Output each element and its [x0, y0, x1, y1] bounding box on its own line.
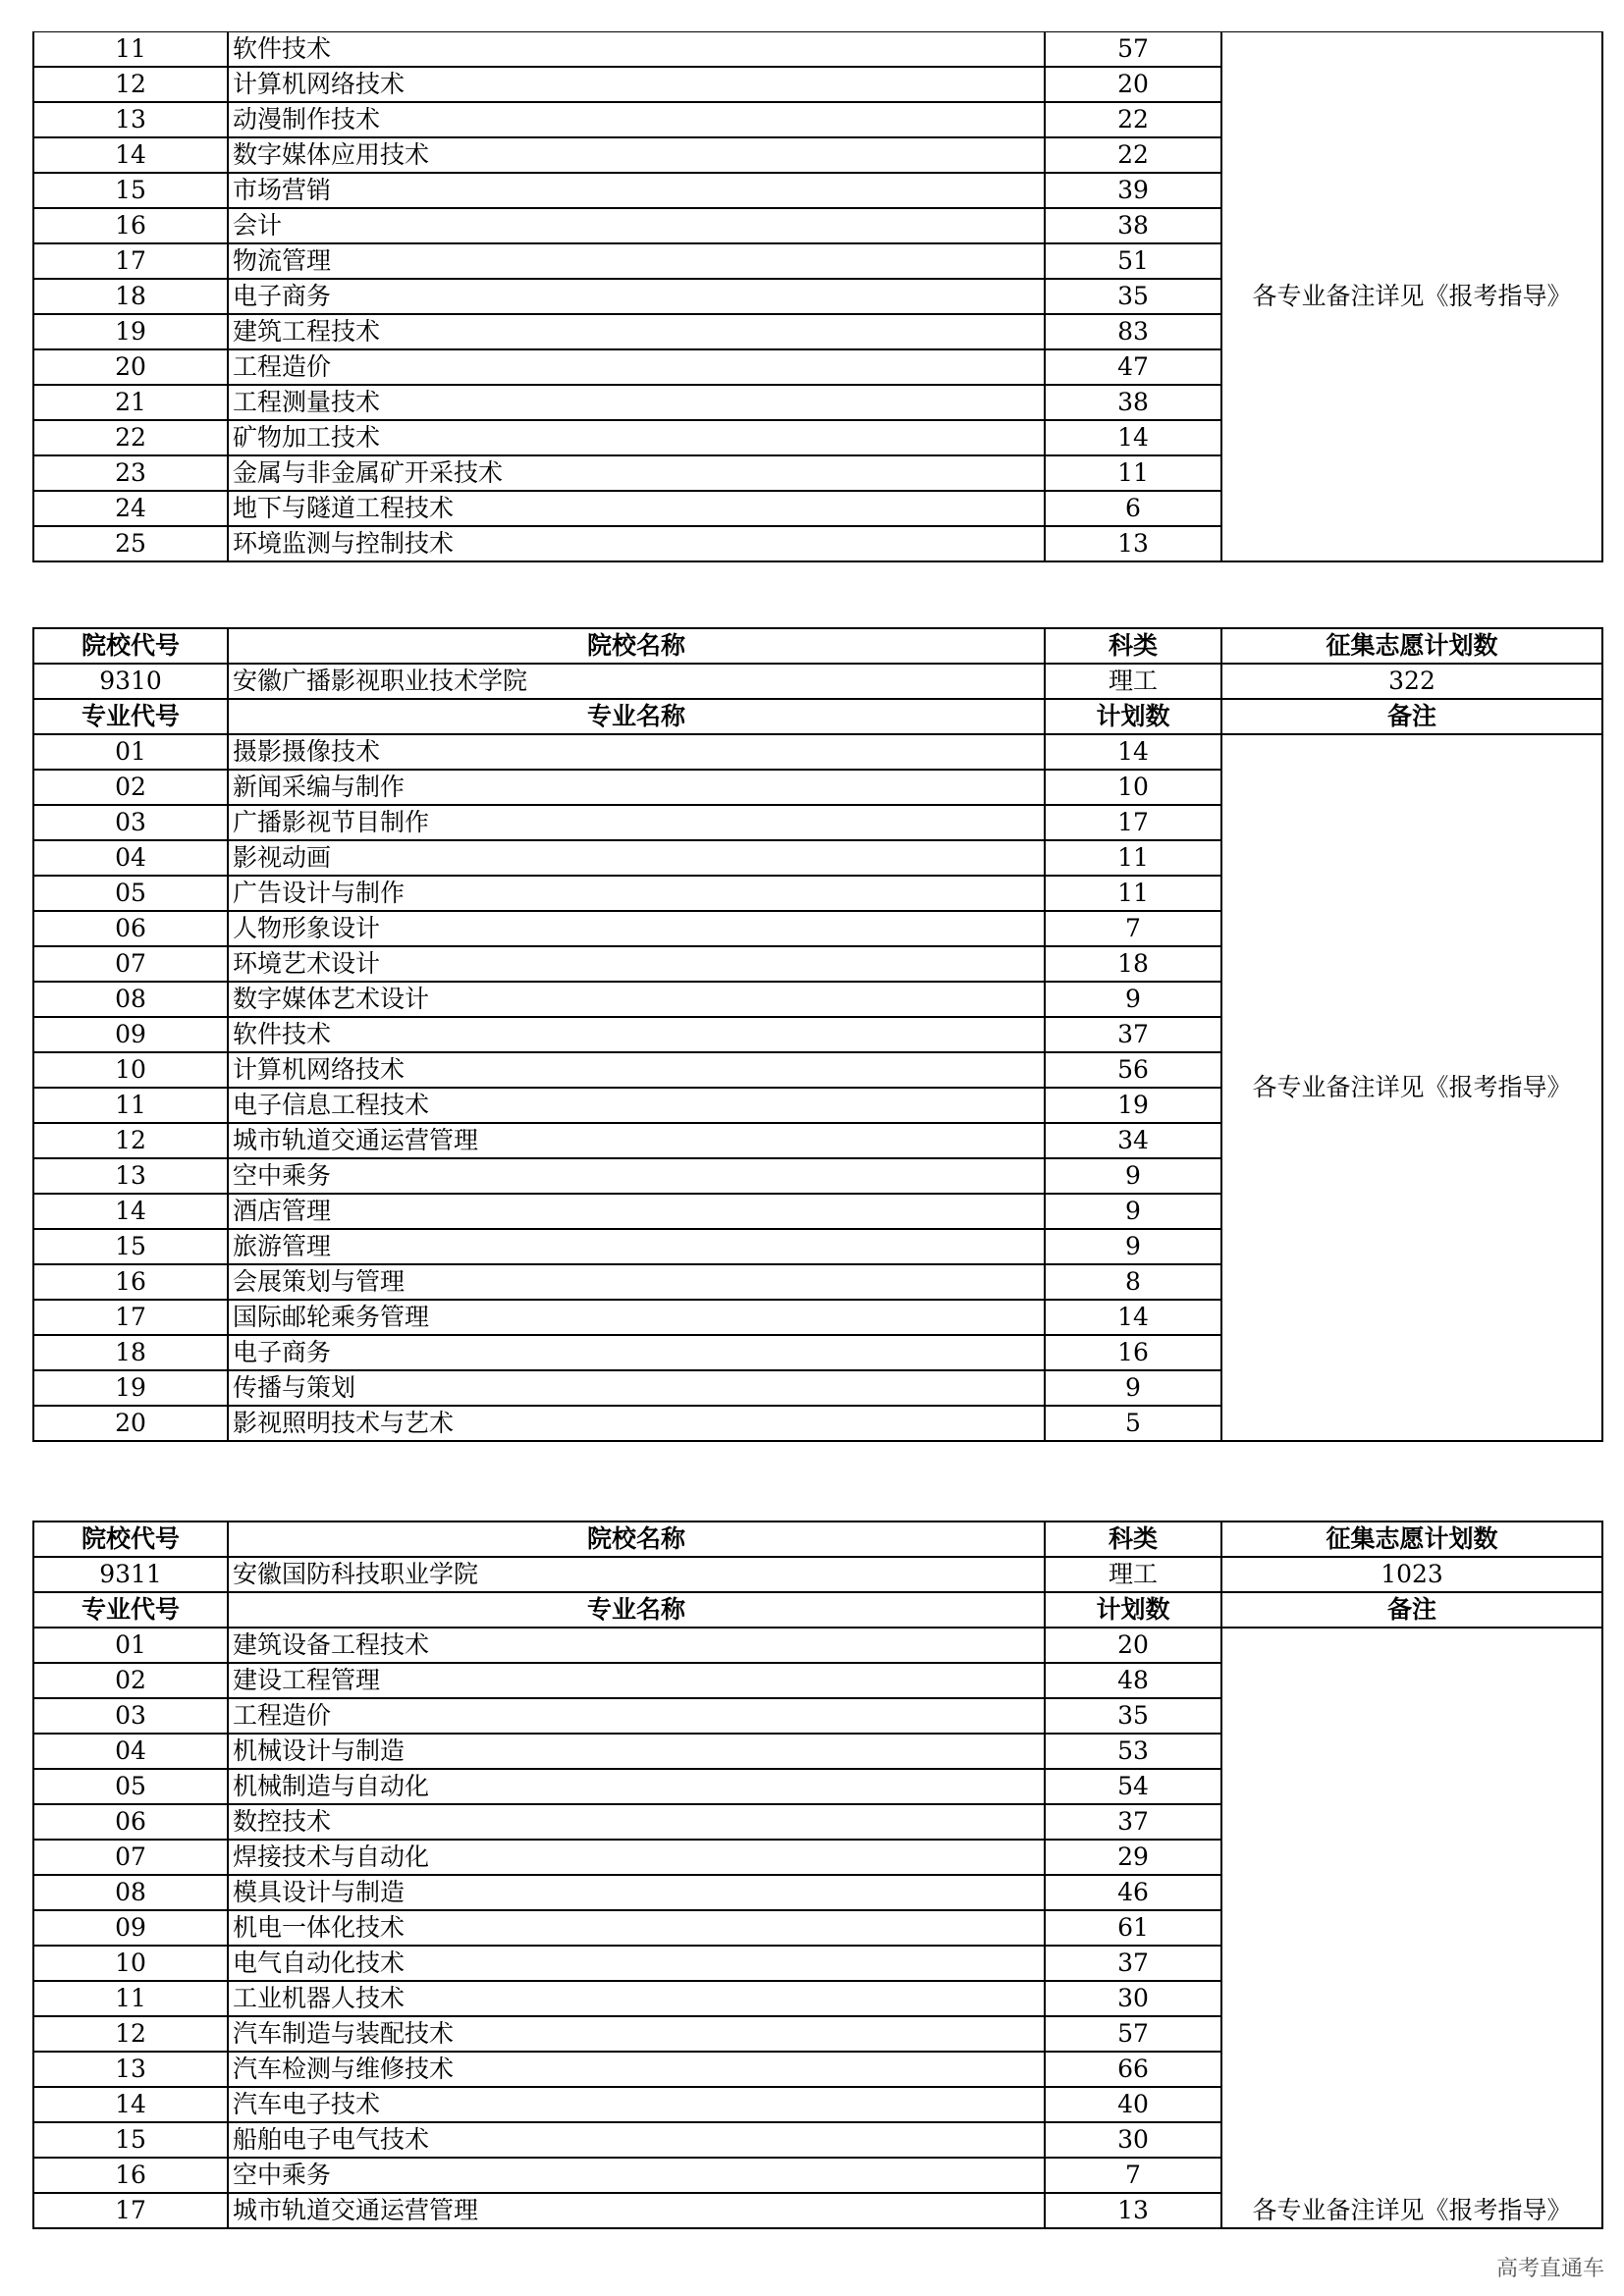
major-name: 金属与非金属矿开采技术: [228, 455, 1045, 491]
major-name: 软件技术: [228, 1017, 1045, 1052]
major-name: 动漫制作技术: [228, 102, 1045, 137]
major-name: 人物形象设计: [228, 911, 1045, 946]
major-plan: 66: [1045, 2052, 1221, 2087]
major-table-body: [33, 734, 1602, 1441]
major-code: 12: [33, 1123, 228, 1158]
major-name: 焊接技术与自动化: [228, 1840, 1045, 1875]
major-name: 广告设计与制作: [228, 876, 1045, 911]
major-code: 11: [33, 32, 228, 68]
major-code: 07: [33, 946, 228, 982]
school-code-header: 院校代号: [33, 628, 228, 664]
major-code-header: 专业代号: [33, 699, 228, 734]
school-name-header: 院校名称: [228, 1522, 1045, 1557]
major-plan: 57: [1045, 32, 1221, 68]
plan-total-header: 征集志愿计划数: [1221, 628, 1602, 664]
major-name: 广播影视节目制作: [228, 805, 1045, 840]
major-plan: 16: [1045, 1335, 1221, 1370]
major-code: 16: [33, 1264, 228, 1300]
school-info-row: [33, 664, 1602, 699]
major-name: 工程测量技术: [228, 385, 1045, 420]
major-name: 影视动画: [228, 840, 1045, 876]
major-name: 新闻采编与制作: [228, 770, 1045, 805]
major-code: 11: [33, 1088, 228, 1123]
major-plan: 8: [1045, 1264, 1221, 1300]
major-plan: 7: [1045, 911, 1221, 946]
major-name: 机电一体化技术: [228, 1910, 1045, 1946]
school-code: 9310: [33, 664, 228, 699]
major-name: 机械制造与自动化: [228, 1769, 1045, 1804]
major-table-body: [33, 32, 1602, 562]
major-plan: 51: [1045, 243, 1221, 279]
major-code: 14: [33, 137, 228, 173]
school-header-row: [33, 628, 1602, 664]
major-name: 计算机网络技术: [228, 1052, 1045, 1088]
major-code: 16: [33, 2158, 228, 2193]
major-name-header: 专业名称: [228, 1592, 1045, 1628]
major-name: 电子商务: [228, 279, 1045, 314]
major-plan: 20: [1045, 67, 1221, 102]
major-plan: 6: [1045, 491, 1221, 526]
major-plan: 22: [1045, 102, 1221, 137]
major-code: 18: [33, 279, 228, 314]
major-name: 国际邮轮乘务管理: [228, 1300, 1045, 1335]
major-table-continued: [32, 31, 1603, 562]
major-plan: 40: [1045, 2087, 1221, 2122]
major-code: 06: [33, 1804, 228, 1840]
major-plan: 17: [1045, 805, 1221, 840]
major-code: 07: [33, 1840, 228, 1875]
major-name: 酒店管理: [228, 1194, 1045, 1229]
major-name: 环境监测与控制技术: [228, 526, 1045, 561]
major-name: 摄影摄像技术: [228, 734, 1045, 770]
major-name: 会展策划与管理: [228, 1264, 1045, 1300]
major-code: 12: [33, 2016, 228, 2052]
major-name: 数字媒体应用技术: [228, 137, 1045, 173]
major-name-header: 专业名称: [228, 699, 1045, 734]
major-name: 建设工程管理: [228, 1663, 1045, 1698]
school-category: 理工: [1045, 664, 1221, 699]
category-header: 科类: [1045, 628, 1221, 664]
major-name: 矿物加工技术: [228, 420, 1045, 455]
major-name: 汽车电子技术: [228, 2087, 1045, 2122]
major-name: 环境艺术设计: [228, 946, 1045, 982]
major-code: 09: [33, 1910, 228, 1946]
major-code: 05: [33, 1769, 228, 1804]
major-plan: 13: [1045, 2193, 1221, 2228]
plan-total-header: 征集志愿计划数: [1221, 1522, 1602, 1557]
major-code: 20: [33, 1406, 228, 1441]
major-code: 09: [33, 1017, 228, 1052]
major-code: 15: [33, 1229, 228, 1264]
table-row: [33, 1628, 1602, 1663]
major-plan: 34: [1045, 1123, 1221, 1158]
major-plan: 10: [1045, 770, 1221, 805]
major-plan: 37: [1045, 1017, 1221, 1052]
major-plan: 11: [1045, 876, 1221, 911]
major-code: 12: [33, 67, 228, 102]
remark-header: 备注: [1221, 1592, 1602, 1628]
major-name: 软件技术: [228, 32, 1045, 68]
major-plan: 38: [1045, 385, 1221, 420]
major-plan: 14: [1045, 734, 1221, 770]
major-name: 电气自动化技术: [228, 1946, 1045, 1981]
major-plan: 39: [1045, 173, 1221, 208]
category-header: 科类: [1045, 1522, 1221, 1557]
major-plan: 38: [1045, 208, 1221, 243]
major-code: 23: [33, 455, 228, 491]
table-row: [33, 734, 1602, 770]
major-code: 22: [33, 420, 228, 455]
major-name: 工程造价: [228, 349, 1045, 385]
major-code: 19: [33, 314, 228, 349]
major-name: 旅游管理: [228, 1229, 1045, 1264]
school-table-9311: [32, 1521, 1603, 2229]
major-plan: 35: [1045, 1698, 1221, 1734]
major-plan: 22: [1045, 137, 1221, 173]
major-code: 01: [33, 734, 228, 770]
major-name: 建筑设备工程技术: [228, 1628, 1045, 1663]
major-plan: 14: [1045, 420, 1221, 455]
major-name: 物流管理: [228, 243, 1045, 279]
school-plan-total: 1023: [1221, 1557, 1602, 1592]
major-header-row: [33, 699, 1602, 734]
major-code: 04: [33, 1734, 228, 1769]
major-code: 05: [33, 876, 228, 911]
major-plan: 9: [1045, 1370, 1221, 1406]
major-name: 城市轨道交通运营管理: [228, 2193, 1045, 2228]
major-header-row: [33, 1592, 1602, 1628]
major-code: 08: [33, 1875, 228, 1910]
major-plan: 19: [1045, 1088, 1221, 1123]
school-header-row: [33, 1522, 1602, 1557]
major-plan: 9: [1045, 1194, 1221, 1229]
plan-header: 计划数: [1045, 699, 1221, 734]
remark-header: 备注: [1221, 699, 1602, 734]
major-code: 02: [33, 1663, 228, 1698]
major-code: 15: [33, 173, 228, 208]
major-table-body: [33, 1628, 1602, 2228]
major-name: 船舶电子电气技术: [228, 2122, 1045, 2158]
major-plan: 11: [1045, 840, 1221, 876]
school-code-header: 院校代号: [33, 1522, 228, 1557]
major-plan: 37: [1045, 1804, 1221, 1840]
major-code: 25: [33, 526, 228, 561]
major-code: 02: [33, 770, 228, 805]
major-code: 21: [33, 385, 228, 420]
major-name: 数控技术: [228, 1804, 1045, 1840]
major-code: 10: [33, 1052, 228, 1088]
major-plan: 20: [1045, 1628, 1221, 1663]
major-name: 会计: [228, 208, 1045, 243]
major-plan: 61: [1045, 1910, 1221, 1946]
remark-cell: 各专业备注详见《报考指导》: [1221, 32, 1602, 562]
school-plan-total: 322: [1221, 664, 1602, 699]
major-plan: 48: [1045, 1663, 1221, 1698]
remark-cell: 各专业备注详见《报考指导》: [1221, 734, 1602, 1441]
major-code: 03: [33, 805, 228, 840]
major-plan: 9: [1045, 1229, 1221, 1264]
major-code-header: 专业代号: [33, 1592, 228, 1628]
major-code: 24: [33, 491, 228, 526]
major-code: 14: [33, 1194, 228, 1229]
major-name: 电子信息工程技术: [228, 1088, 1045, 1123]
major-name: 模具设计与制造: [228, 1875, 1045, 1910]
major-name: 建筑工程技术: [228, 314, 1045, 349]
major-plan: 11: [1045, 455, 1221, 491]
major-code: 18: [33, 1335, 228, 1370]
major-name: 计算机网络技术: [228, 67, 1045, 102]
major-plan: 53: [1045, 1734, 1221, 1769]
major-plan: 30: [1045, 1981, 1221, 2016]
major-name: 城市轨道交通运营管理: [228, 1123, 1045, 1158]
major-name: 空中乘务: [228, 2158, 1045, 2193]
major-code: 13: [33, 1158, 228, 1194]
major-code: 17: [33, 1300, 228, 1335]
major-name: 空中乘务: [228, 1158, 1045, 1194]
major-plan: 30: [1045, 2122, 1221, 2158]
major-name: 影视照明技术与艺术: [228, 1406, 1045, 1441]
school-table-9310: [32, 627, 1603, 1442]
major-code: 17: [33, 243, 228, 279]
major-plan: 83: [1045, 314, 1221, 349]
major-plan: 14: [1045, 1300, 1221, 1335]
major-code: 13: [33, 102, 228, 137]
major-plan: 35: [1045, 279, 1221, 314]
major-code: 03: [33, 1698, 228, 1734]
school-category: 理工: [1045, 1557, 1221, 1592]
major-plan: 7: [1045, 2158, 1221, 2193]
remark-cell: 各专业备注详见《报考指导》: [1221, 1628, 1602, 2228]
major-plan: 29: [1045, 1840, 1221, 1875]
major-plan: 56: [1045, 1052, 1221, 1088]
major-code: 01: [33, 1628, 228, 1663]
school-code: 9311: [33, 1557, 228, 1592]
major-plan: 5: [1045, 1406, 1221, 1441]
major-name: 工业机器人技术: [228, 1981, 1045, 2016]
school-name: 安徽国防科技职业学院: [228, 1557, 1045, 1592]
major-name: 传播与策划: [228, 1370, 1045, 1406]
major-code: 15: [33, 2122, 228, 2158]
major-name: 汽车制造与装配技术: [228, 2016, 1045, 2052]
major-code: 04: [33, 840, 228, 876]
major-name: 机械设计与制造: [228, 1734, 1045, 1769]
major-name: 地下与隧道工程技术: [228, 491, 1045, 526]
major-plan: 57: [1045, 2016, 1221, 2052]
major-name: 电子商务: [228, 1335, 1045, 1370]
major-code: 11: [33, 1981, 228, 2016]
major-code: 14: [33, 2087, 228, 2122]
major-name: 市场营销: [228, 173, 1045, 208]
table-row: [33, 32, 1602, 68]
school-name-header: 院校名称: [228, 628, 1045, 664]
major-code: 10: [33, 1946, 228, 1981]
major-name: 工程造价: [228, 1698, 1045, 1734]
major-code: 08: [33, 982, 228, 1017]
major-plan: 9: [1045, 982, 1221, 1017]
major-code: 17: [33, 2193, 228, 2228]
major-plan: 9: [1045, 1158, 1221, 1194]
major-plan: 54: [1045, 1769, 1221, 1804]
major-name: 数字媒体艺术设计: [228, 982, 1045, 1017]
school-info-row: [33, 1557, 1602, 1592]
school-name: 安徽广播影视职业技术学院: [228, 664, 1045, 699]
major-plan: 18: [1045, 946, 1221, 982]
major-plan: 13: [1045, 526, 1221, 561]
major-plan: 47: [1045, 349, 1221, 385]
major-name: 汽车检测与维修技术: [228, 2052, 1045, 2087]
major-plan: 37: [1045, 1946, 1221, 1981]
major-plan: 46: [1045, 1875, 1221, 1910]
major-code: 20: [33, 349, 228, 385]
major-code: 13: [33, 2052, 228, 2087]
watermark: 高考直通车: [1495, 2257, 1604, 2281]
major-code: 16: [33, 208, 228, 243]
major-code: 19: [33, 1370, 228, 1406]
plan-header: 计划数: [1045, 1592, 1221, 1628]
major-code: 06: [33, 911, 228, 946]
